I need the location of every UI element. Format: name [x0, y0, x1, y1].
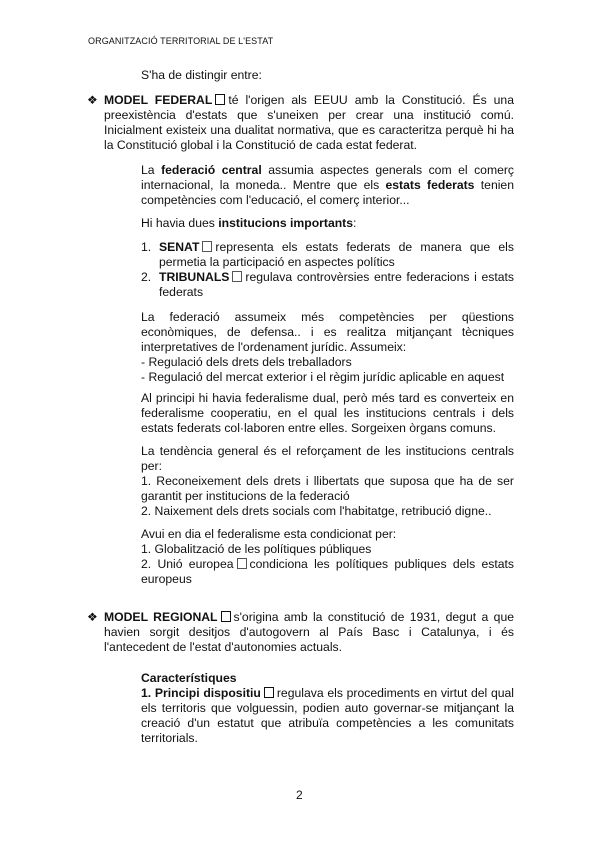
page-header: ORGANITZACIÓ TERRITORIAL DE L'ESTAT: [88, 36, 274, 46]
p2-bold-institucions: institucions importants: [218, 216, 353, 230]
characteristics-title: [141, 671, 514, 686]
federal-paragraph-5: [141, 444, 514, 519]
p2-text-a: Hi havia dues: [141, 216, 215, 230]
regional-text: s'origina amb la constitució de 1931, degut a que havien sorgit desitjos d'autogovern al País Basc i Catalunya, i és l'antecedent de l'estat d'autonomies actuals.: [104, 610, 514, 654]
regional-title: MODEL REGIONAL: [104, 610, 218, 624]
p1-text-c: assumia aspectes generals com el comerç internacional, la moneda.. Mentre que els: [141, 163, 515, 192]
p5-list-item: 2. Naixement dels drets socials com l'habitatge, retribució digne..: [141, 504, 492, 518]
c1-title: 1. Principi dispositiu: [141, 686, 261, 700]
p6-list-item: [141, 557, 514, 587]
p2-text-c: :: [353, 216, 357, 230]
federal-title: MODEL FEDERAL: [104, 93, 213, 107]
arrow-box-icon: [264, 687, 274, 698]
tribunals-title: TRIBUNALS: [159, 270, 230, 284]
federal-paragraph-2: [141, 216, 514, 231]
arrow-box-icon: [202, 241, 212, 252]
p3-list-item: - Regulació dels drets dels treballadors: [141, 355, 352, 369]
senat-text: representa els estats federats de manera que els permetia la participació en aspectes polítics: [159, 240, 514, 269]
characteristics-heading: Característiques: [141, 671, 237, 685]
arrow-box-icon: [232, 271, 242, 282]
arrow-box-icon: [215, 94, 225, 105]
regional-bullet-icon: ❖: [87, 610, 98, 624]
arrow-box-icon: [221, 611, 231, 622]
federal-bullet-icon: ❖: [87, 93, 98, 107]
federal-text: té l'origen als EEUU amb la Constitució. És una preexistència d'estats que s'uneixen per crear una institució comú. Inicialment existeix una dualitat normativa, que es caracteritza perquè hi ha la Constitució global i la Constitució de cada estat federat.: [104, 93, 514, 152]
p1-text-a: La: [141, 163, 155, 177]
p6-list-item: 1. Globalització de les polítiques públiques: [141, 542, 372, 556]
federal-paragraph-6: [141, 527, 514, 587]
list-number: 1.: [141, 240, 152, 254]
p6-l2-a: 2. Unió europea: [141, 557, 234, 571]
p6-text: Avui en dia el federalisme esta condicionat per:: [141, 527, 397, 541]
federal-paragraph-3: [141, 310, 514, 385]
p3-text: La federació assumeix més competències per qüestions econòmiques, de defensa.. i es realitza mitjançant tècniques interpretatives de l'ordenament jurídic. Assumeix:: [141, 310, 514, 354]
p1-bold-estats: estats federats: [385, 178, 475, 192]
characteristic-1: [141, 686, 514, 746]
federal-intro: [104, 93, 514, 153]
p6-l2-b: condiciona les polítiques publiques dels estats europeus: [141, 557, 514, 586]
p5-list-item: 1. Reconeixement dels drets i llibertats que suposa que ha de ser garantit per institucions de la federació: [141, 474, 514, 503]
federal-paragraph-1: [141, 163, 514, 208]
senat-title: SENAT: [159, 240, 200, 254]
p5-text: La tendència general és el reforçament de les institucions centrals per:: [141, 444, 514, 473]
regional-intro: [104, 610, 514, 655]
p1-bold-federacio: federació central: [161, 163, 262, 177]
tribunals-text: regulava controvèrsies entre federacions i estats federats: [159, 270, 514, 299]
institutions-list-item: [141, 270, 514, 300]
federal-paragraph-4: Al principi hi havia federalisme dual, però més tard es converteix en federalisme cooperatiu, en el qual les institucions centrals i dels estats federats col·laboren entre elles. Sorgeixen òrgans comuns.: [141, 391, 514, 435]
list-number: 2.: [141, 270, 152, 284]
institutions-list-item: [141, 240, 514, 270]
p1-text-e: tenien competències com l'educació, el comerç interior...: [141, 178, 514, 207]
page-number: 2: [296, 788, 303, 802]
c1-text: regulava els procediments en virtut del qual els territoris que volguessin, podien auto governar-se mitjançant la creació d'un estatut que atribuïa competències a les comunitats territorials.: [141, 686, 514, 745]
p3-list-item: - Regulació del mercat exterior i el règim jurídic aplicable en aquest: [141, 370, 505, 384]
intro-text: S'ha de distingir entre:: [141, 68, 262, 82]
arrow-box-icon: [237, 558, 247, 569]
